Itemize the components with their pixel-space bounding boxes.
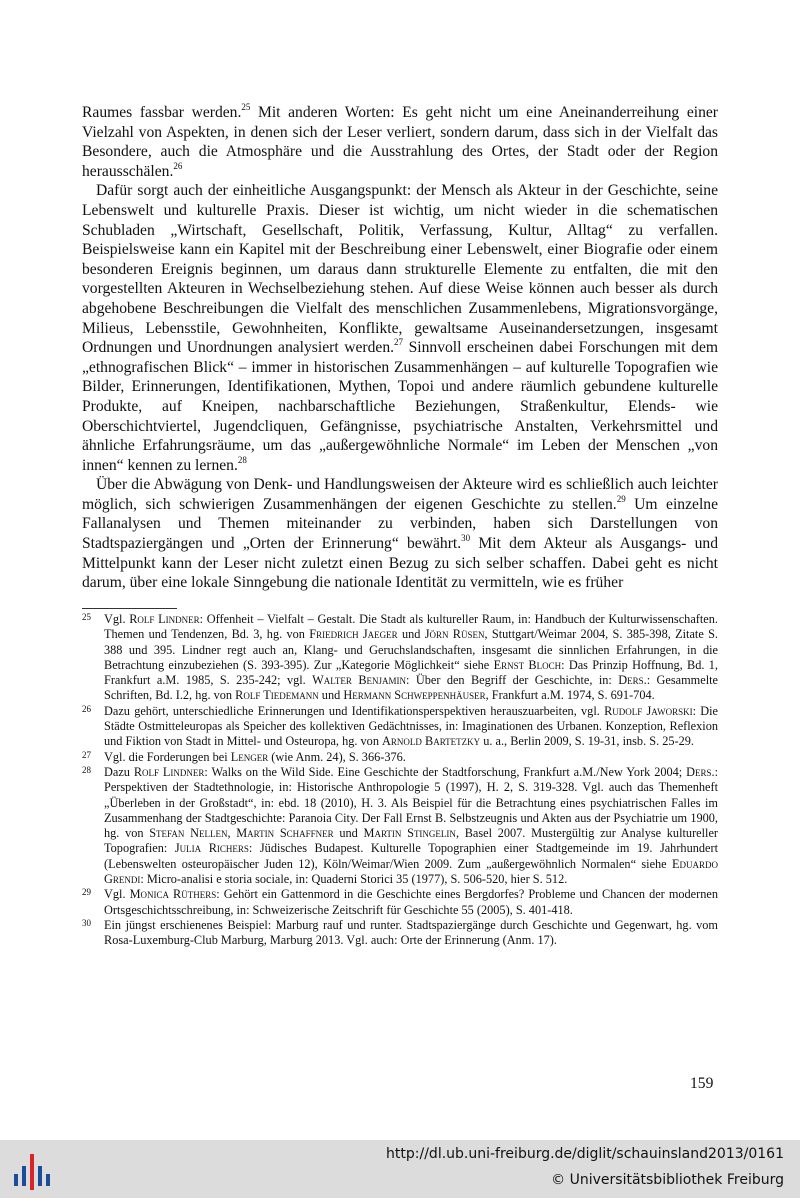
author-name: Ders. (618, 673, 647, 688)
author-name: Ders. (686, 764, 715, 779)
footnote-text: : Walks on the Wild Side. Eine Geschichte der Stadtforschung, Frankfurt a.M./New York 2004; (204, 764, 687, 779)
footnote (82, 887, 718, 918)
footnote-ref: 25 (241, 102, 251, 112)
footnote-text: Vgl. (104, 612, 130, 626)
footnote-ref: 27 (394, 337, 404, 348)
footnote-ref: 30 (461, 533, 471, 544)
author-name: Rolf Lindner (133, 764, 205, 779)
footnote-text: und (318, 688, 344, 703)
footnote-text: , Frankfurt a.M. 1974, S. 691-704. (485, 688, 655, 703)
footnote-text: : Gesammelte Schriften, Bd. I.2, hg. von (104, 673, 718, 703)
footnote-text: Dazu (104, 764, 134, 779)
paragraph: Dafür sorgt auch der einheitliche Ausgangspunkt: der Mensch als Akteur in der Geschichte, seine Lebenswelt und kulturelle Praxis. Dieser ist wichtig, um nicht wieder in die schematischen Schubladen „Wirtschaft, Gesellschaft, Politik, Verfassung, Kultur, Alltag“ zu verfallen. Beispielsweise kann ein Kapitel mit der Beschreibung einer Lebenswelt, einer Biografie oder einem besonderen Ereignis beginnen, um daraus dann strukturelle Elemente zu entfalten, die mit den vorgestellten Akteuren in Wechselbeziehung stehen. Auf diese Weise können auch besser als durch abgehobene Beschreibungen die Vielfalt des menschlichen Zusammenlebens, Migrationsvorgänge, Milieus, Lebensstile, Gewohnheiten, Konflikte, gewaltsame Auseinandersetzungen, insgesamt Ordnungen und Unordnungen analysiert werden.$^{27}$ Sinnvoll erscheinen dabei Forschungen mit dem „ethnografischen Blick“ – immer in historischen Zusammenhängen – auf kulturelle Topografien wie Bilder, Erinnerungen, Identifikationen, Mythen, Topoi und andere räumlich gebundene kulturelle Produkte, auf Kneipen, nachbarschaftliche Beziehungen, Straßenkultur, Elends- wie Oberschichtviertel, Jugendcliquen, Gefängnisse, psychiatrische Anstalten, Verkehrsmittel und ähnliche Erfahrungsräume, um das „außergewöhnliche Normale“ im Leben der Menschen „von innen“ kennen zu lernen.$^{28}$ (82, 182, 719, 474)
footnote (82, 750, 718, 765)
footnote-text: Vgl. (104, 887, 130, 902)
author-name: Walter Benjamin (312, 673, 407, 688)
footnote (82, 918, 718, 949)
footnote-ref: 28 (237, 454, 247, 465)
paragraph: Raumes fassbar werden.$^{25}$ Mit anderen Worten: Es geht nicht um eine Aneinanderreihung einer Vielzahl von Aspekten, in denen sich der Leser verliert, sondern darum, dass sich in der Vielfalt das Besondere, auch die Atmosphäre und die Ausstrahlung des Ortes, der Stadt oder der Region herausschälen.$^{26}$ (82, 102, 718, 180)
viewer-footer (0, 1140, 800, 1198)
footnote-text: Ein jüngst erschienenes Beispiel: Marburg rauf und runter. Stadtspaziergänge durch Geschichte und Gegenwart, hg. vom Rosa-Luxemburg-Club Marburg, Marburg 2013. Vgl. auch: Orte der Erinnerung (Anm. 17). (104, 917, 718, 948)
footnote-text: : Offenheit – Vielfalt – Gestalt. Die Stadt als kultureller Raum, in: Handbuch der Kulturwissenschaften. Themen und Tendenzen, Bd. 3, hg. von (104, 612, 718, 642)
author-name: Hermann Schweppenhäuser (343, 688, 486, 703)
author-name: Arnold Bartetzky (382, 734, 481, 749)
footnote-number: 27 (82, 749, 91, 760)
footnote-number: 28 (82, 764, 91, 775)
footnote-text: u. a., Berlin 2009, S. 19-31, insb. S. 25-29. (480, 734, 694, 749)
footnote-text: : Die Städte Ostmitteleuropas als Speicher des kollektiven Gedächtnisses, in: Imaginationen des Urbanen. Konzeption, Reflexion und Fiktion von Stadt in Mittel- und Osteuropa, hg. von (104, 703, 718, 749)
footnote (82, 765, 718, 887)
footnote-number: 29 (82, 887, 91, 898)
page-number: 159 (690, 1075, 714, 1092)
footnote-text: : Perspektiven der Stadtethnologie, in: Historische Anthropologie 5 (1997), H. 2, S. 319-328. Vgl. auch das Themenheft „Überleben in der Großstadt“, in: ebd. 18 (2010), H. 3. Als Beispiel für die Betrachtung eines psychiatrischen Falles im Zusammenhang der Stadtgeschichte: Paranoia City. Der Fall Ernst B. Selbstzeugnis und Akten aus der Psychiatrie um 1900, hg. von (104, 764, 718, 841)
footnote-number: 25 (82, 612, 91, 622)
paragraph: Über die Abwägung von Denk- und Handlungsweisen der Akteure wird es schließlich auch leichter möglich, sich schwierigen Zusammenhängen der eigenen Geschichte zu stellen.$^{29}$ Um einzelne Fallanalysen und Themen miteinander zu verbinden, haben sich Darstellungen von Stadtspaziergängen und „Orten der Erinnerung“ bewährt.$^{30}$ Mit dem Akteur als Ausgangs- und Mittelpunkt kann der Leser nicht zuletzt einen Bezug zu sich selber schaffen. Dabei geht es nicht darum, über eine lokale Sinngebung die nationale Identität zu vermitteln, wie es früher (82, 476, 718, 592)
footnote-text: : Das Prinzip Hoffnung, Bd. 1, Frankfurt a.M. 1985, S. 235-242; vgl. (104, 657, 718, 688)
copyright-text: © Universitätsbibliothek Freiburg (551, 1172, 784, 1188)
author-name: Jörn Rüsen (424, 627, 485, 642)
footnote (82, 704, 718, 750)
footnote-ref: 26 (173, 160, 183, 171)
footnote-text: : Micro-analisi e storia sociale, in: Quaderni Storici 35 (1977), S. 506-520, hier S. 512. (140, 872, 568, 887)
footnote-text: : Gehört ein Gattenmord in die Geschichte eines Bergdorfes? Probleme und Chancen der modernen Ortsgeschichtsschreibung, in: Schweizerische Zeitschrift für Geschichte 55 (2005), S. 401-418. (104, 887, 718, 917)
author-name: Friedrich Jaeger (309, 627, 398, 642)
author-name: Martin Stingelin (363, 826, 456, 841)
footnote-text: Dazu gehört, unterschiedliche Erinnerungen und Identifikationsperspektiven herauszuarbeiten, vgl. (104, 703, 605, 718)
author-name: Stefan Nellen (149, 826, 228, 841)
author-name: Eduardo Grendi (104, 856, 718, 887)
author-name: Lenger (230, 749, 269, 764)
footnote-text: , (227, 826, 237, 841)
author-name: Rolf Lindner (129, 612, 200, 626)
footnotes (82, 612, 718, 949)
footnote-separator (82, 608, 177, 609)
footnote-text: : Über den Begriff der Geschichte, in: (406, 673, 619, 688)
author-name: Ernst Bloch (493, 657, 562, 672)
footnote-number: 30 (82, 917, 91, 928)
main-text (82, 103, 718, 593)
footnote-ref: 29 (616, 493, 626, 504)
footnote-text: , Stuttgart/Weimar 2004, S. 385-398, Zitate S. 388 und 395. Lindner regt auch an, Klang- und Geruchslandschaften, insgesamt die sinnlichen Erfahrungen, in die Betrachtung einzubeziehen (S. 393-395). Zur „Kategorie Möglichkeit“ siehe (104, 627, 718, 672)
footnote-text: und (333, 826, 364, 841)
footnote-text: (wie Anm. 24), S. 366-376. (268, 749, 406, 764)
author-name: Monica Rüthers (129, 887, 217, 902)
footnote-text: Vgl. die Forderungen bei (104, 749, 231, 764)
source-url-link[interactable]: http://dl.ub.uni-freiburg.de/diglit/schauinsland2013/0161 (386, 1146, 784, 1162)
footnote-number: 26 (82, 703, 91, 714)
footnote-text: und (397, 627, 425, 642)
footnote-text: , Basel 2007. Mustergültig zur Analyse kultureller Topografien: (104, 826, 719, 856)
author-name: Martin Schaffner (236, 826, 334, 841)
footnote-text: : Jüdisches Budapest. Kulturelle Topographien einer Stadtgemeinde im 19. Jahrhundert (Lebenswelten osteuropäischer Juden 12), Köln/Weimar/Wien 2009. Zum „außergewöhnlich Normalen“ siehe (104, 841, 718, 871)
footnote (82, 612, 718, 704)
author-name: Rolf Tiedemann (235, 688, 319, 703)
author-name: Rudolf Jaworski (604, 703, 693, 718)
author-name: Julia Richers (174, 841, 249, 856)
ub-freiburg-logo-icon[interactable] (10, 1148, 52, 1192)
